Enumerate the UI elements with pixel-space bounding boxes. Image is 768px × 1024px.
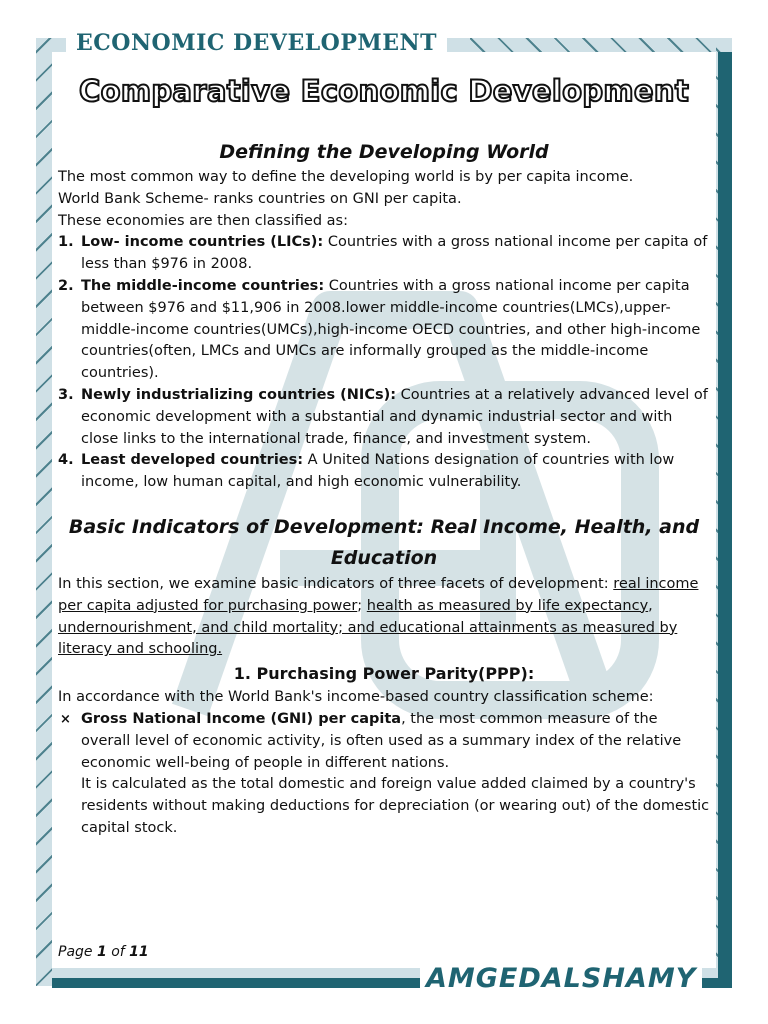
list-term: Gross National Income (GNI) per capita [81,710,402,727]
classification-list [58,232,710,494]
x-bullet-icon: × [60,711,71,727]
left-hatch-border [36,38,52,986]
brand-logo: AMGEDALSHAMY [420,960,702,998]
list-item [58,385,710,450]
underlined-phrase: real income per capita adjusted for purchasing power [58,575,699,614]
gni-bullet-list [58,709,710,840]
intro-prefix: In this section, we examine basic indicators of three facets of development: [58,575,614,592]
section-heading-indicators: Basic Indicators of Development: Real Income, Health, and Education [68,515,700,569]
separator: ; [357,597,367,614]
underlined-phrase: health as measured by life expectancy [366,597,649,614]
list-text: Countries at a relatively advanced level of economic development with a substantial and dynamic industrial sector and with close links to the international trade, finance, and investment system. [81,386,708,447]
list-text: Countries with a gross national income per capita of less than $976 in 2008. [81,234,708,273]
list-item [58,276,710,385]
ppp-subheading: 1. Purchasing Power Parity(PPP): [233,664,535,684]
section-heading-defining: Defining the Developing World [219,141,549,163]
page-title: Comparative Economic Development [79,74,689,108]
ppp-intro: In accordance with the World Bank's income-based country classification scheme: [58,689,654,706]
top-hatch-border [470,38,716,52]
list-text: , the most common measure of the overall level of economic activity, is often used as a summary index of the relative economic well-being of people in different nations. [81,710,682,771]
separator: , [648,597,653,614]
list-item [58,709,710,840]
underlined-phrase: undernourishment, and child mortality; and educational attainments as measured by literacy and schooling. [58,619,678,658]
list-number: 2. [58,277,74,294]
list-term: Least developed countries: [81,452,304,469]
list-text: Countries with a gross national income per capita between $976 and $11,906 in 2008.lower middle-income countries(LMCs),upper-middle-income countries(UMCs),high-income OECD countries, and other high-income countries(often, LMCs and UMCs are informally grouped as the middle-income countries). [81,277,701,382]
document-body [58,138,710,840]
list-number: 3. [58,386,74,403]
list-number: 1. [58,234,74,251]
list-term: The middle-income countries: [81,277,325,294]
page-number: Page 1 of 11 [58,944,149,960]
list-text: A United Nations designation of countries with low income, low human capital, and high economic vulnerability. [81,452,675,491]
list-term: Newly industrializing countries (NICs): [81,386,397,403]
section-tag: ECONOMIC DEVELOPMENT [66,30,447,56]
intro-line: The most common way to define the developing world is by per capita income. [58,169,634,185]
list-term: Low- income countries (LICs): [81,234,324,251]
list-number: 4. [58,452,74,469]
intro-line: World Bank Scheme- ranks countries on GNI per capita. [58,190,462,207]
list-item [58,232,710,276]
list-text-continued: It is calculated as the total domestic and foreign value added claimed by a country's residents without making deductions for depreciation (or wearing out) of the domestic capital stock. [81,776,710,836]
list-item [58,450,710,494]
intro-line: These economies are then classified as: [58,212,348,229]
indicators-intro [58,574,710,661]
right-accent-bar [718,52,732,986]
